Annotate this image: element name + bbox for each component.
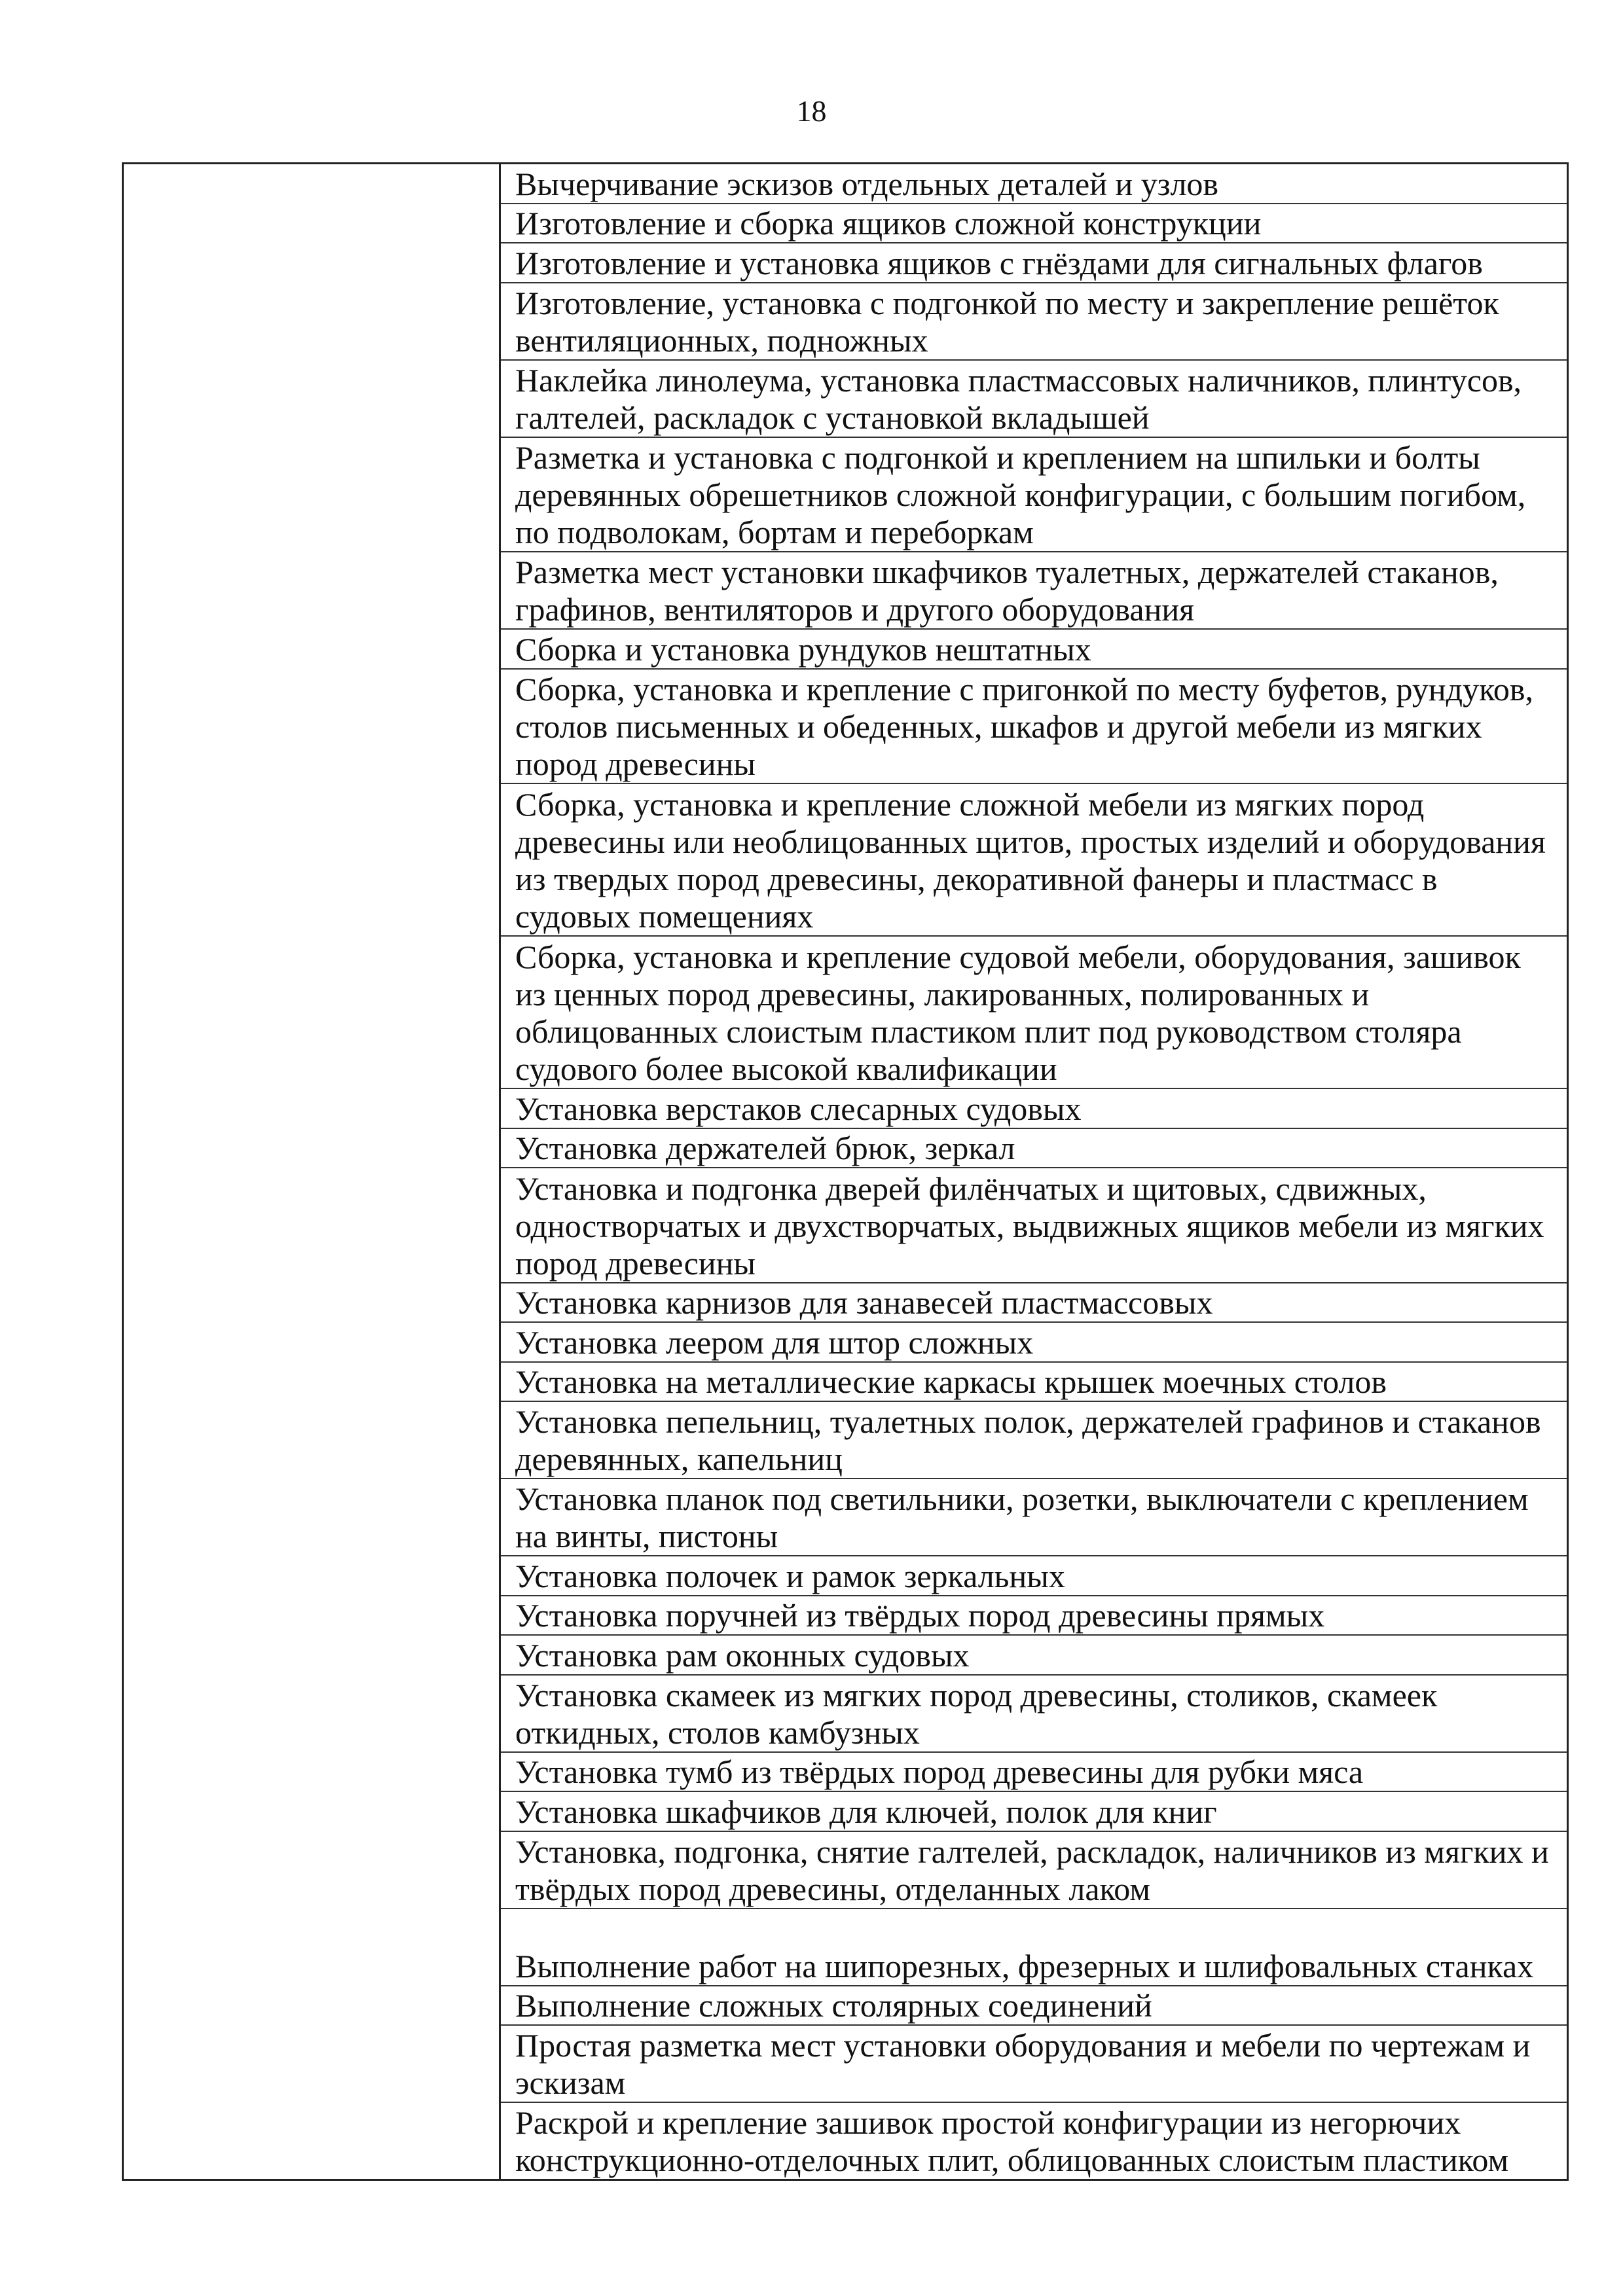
table-cell-text: Установка на металлические каркасы крышек моечных столов (515, 1363, 1387, 1400)
work-list-table (122, 162, 1569, 2181)
table-cell-text: Сборка и установка рундуков нештатных (515, 630, 1091, 668)
table-row (501, 784, 1567, 937)
table-row (501, 1596, 1567, 1636)
table-row (501, 1832, 1567, 1909)
table-row (501, 1986, 1567, 2026)
table-row (501, 2026, 1567, 2103)
table-cell-text: Установка, подгонка, снятие галтелей, раскладок, наличников из мягких и твёрдых пород древесины, отделанных лаком (515, 1833, 1549, 1907)
table-cell-text: Изготовление и установка ящиков с гнёздами для сигнальных флагов (515, 244, 1483, 281)
table-row (501, 552, 1567, 630)
table-cell-text: Выполнение работ на шипорезных, фрезерных и шлифовальных станках (515, 1947, 1534, 1984)
table-cell-text: Установка пепельниц, туалетных полок, держателей графинов и стаканов деревянных, капельниц (515, 1403, 1541, 1477)
table-row (501, 1363, 1567, 1403)
table-row (501, 1402, 1567, 1479)
table-cell-text: Выполнение сложных столярных соединений (515, 1987, 1152, 2024)
table-cell-text: Изготовление, установка с подгонкой по месту и закрепление решёток вентиляционных, подножных (515, 284, 1499, 359)
table-row (501, 243, 1567, 283)
table-row (501, 1792, 1567, 1832)
table-cell-text: Установка планок под светильники, розетки, выключатели с креплением на винты, пистоны (515, 1480, 1529, 1554)
table-row (501, 361, 1567, 438)
table-row (501, 1168, 1567, 1283)
table-row (501, 1676, 1567, 1753)
table-cell-text: Установка тумб из твёрдых пород древесины для рубки мяса (515, 1753, 1364, 1790)
table-cell-text: Разметка мест установки шкафчиков туалетных, держателей стаканов, графинов, вентиляторов и другого оборудования (515, 554, 1499, 628)
table-cell-text: Сборка, установка и крепление с пригонкой по месту буфетов, рундуков, столов письменных и обеденных, шкафов и другой мебели из мягких пород древесины (515, 671, 1533, 782)
table-row (501, 2103, 1567, 2179)
table-cell-text: Установка шкафчиков для ключей, полок для книг (515, 1793, 1217, 1830)
table-row (501, 1636, 1567, 1676)
table-row (501, 630, 1567, 670)
table-row (501, 1129, 1567, 1169)
table-cell-text: Установка полочек и рамок зеркальных (515, 1557, 1065, 1594)
table-row (501, 937, 1567, 1089)
table-cell-text: Простая разметка мест установки оборудования и мебели по чертежам и эскизам (515, 2027, 1531, 2101)
table-left-column (124, 164, 501, 2179)
page-number: 18 (796, 94, 827, 128)
table-cell-text: Установка скамеек из мягких пород древесины, столиков, скамеек откидных, столов камбузных (515, 1676, 1438, 1751)
table-cell-text: Установка поручней из твёрдых пород древесины прямых (515, 1597, 1325, 1634)
table-row (501, 283, 1567, 361)
table-cell-text: Установка леером для штор сложных (515, 1323, 1034, 1361)
table-cell-text: Установка карнизов для занавесей пластмассовых (515, 1284, 1213, 1321)
table-cell-text: Установка рам оконных судовых (515, 1636, 970, 1674)
table-cell-text: Наклейка линолеума, установка пластмассовых наличников, плинтусов, галтелей, раскладок с установкой вкладышей (515, 361, 1522, 436)
table-row (501, 164, 1567, 204)
table-cell-text: Установка верстаков слесарных судовых (515, 1090, 1082, 1127)
table-row (501, 1323, 1567, 1363)
table-cell-text: Разметка и установка с подгонкой и креплением на шпильки и болты деревянных обрешетников сложной конфигурации, с большим погибом, по подволокам, бортам и переборкам (515, 439, 1526, 550)
table-cell-text: Вычерчивание эскизов отдельных деталей и узлов (515, 165, 1219, 202)
table-cell-text: Раскрой и крепление зашивок простой конфигурации из негорючих конструкционно-отделочных плит, облицованных слоистым пластиком (515, 2104, 1509, 2178)
table-row (501, 1753, 1567, 1793)
table-row (501, 1283, 1567, 1323)
table-right-column (501, 164, 1567, 2179)
table-cell-text: Изготовление и сборка ящиков сложной конструкции (515, 205, 1262, 242)
table-cell-text: Сборка, установка и крепление судовой мебели, оборудования, зашивок из ценных пород древесины, лакированных, полированных и облицованных слоистым пластиком плит под руководством столяра судового более высокой квалификации (515, 939, 1521, 1087)
table-row (501, 1479, 1567, 1556)
table-row (501, 670, 1567, 785)
table-cell-text: Установка и подгонка дверей филёнчатых и щитовых, сдвижных, одностворчатых и двухстворчатых, выдвижных ящиков мебели из мягких пород древесины (515, 1170, 1544, 1282)
table-cell-text: Сборка, установка и крепление сложной мебели из мягких пород древесины или необлицованных щитов, простых изделий и оборудования из твердых пород древесины, декоративной фанеры и пластмасс в судовых помещениях (515, 786, 1546, 935)
table-row (501, 1909, 1567, 1986)
table-row (501, 204, 1567, 244)
table-row (501, 438, 1567, 553)
table-row (501, 1556, 1567, 1596)
table-cell-text: Установка держателей брюк, зеркал (515, 1130, 1015, 1166)
table-row (501, 1089, 1567, 1129)
